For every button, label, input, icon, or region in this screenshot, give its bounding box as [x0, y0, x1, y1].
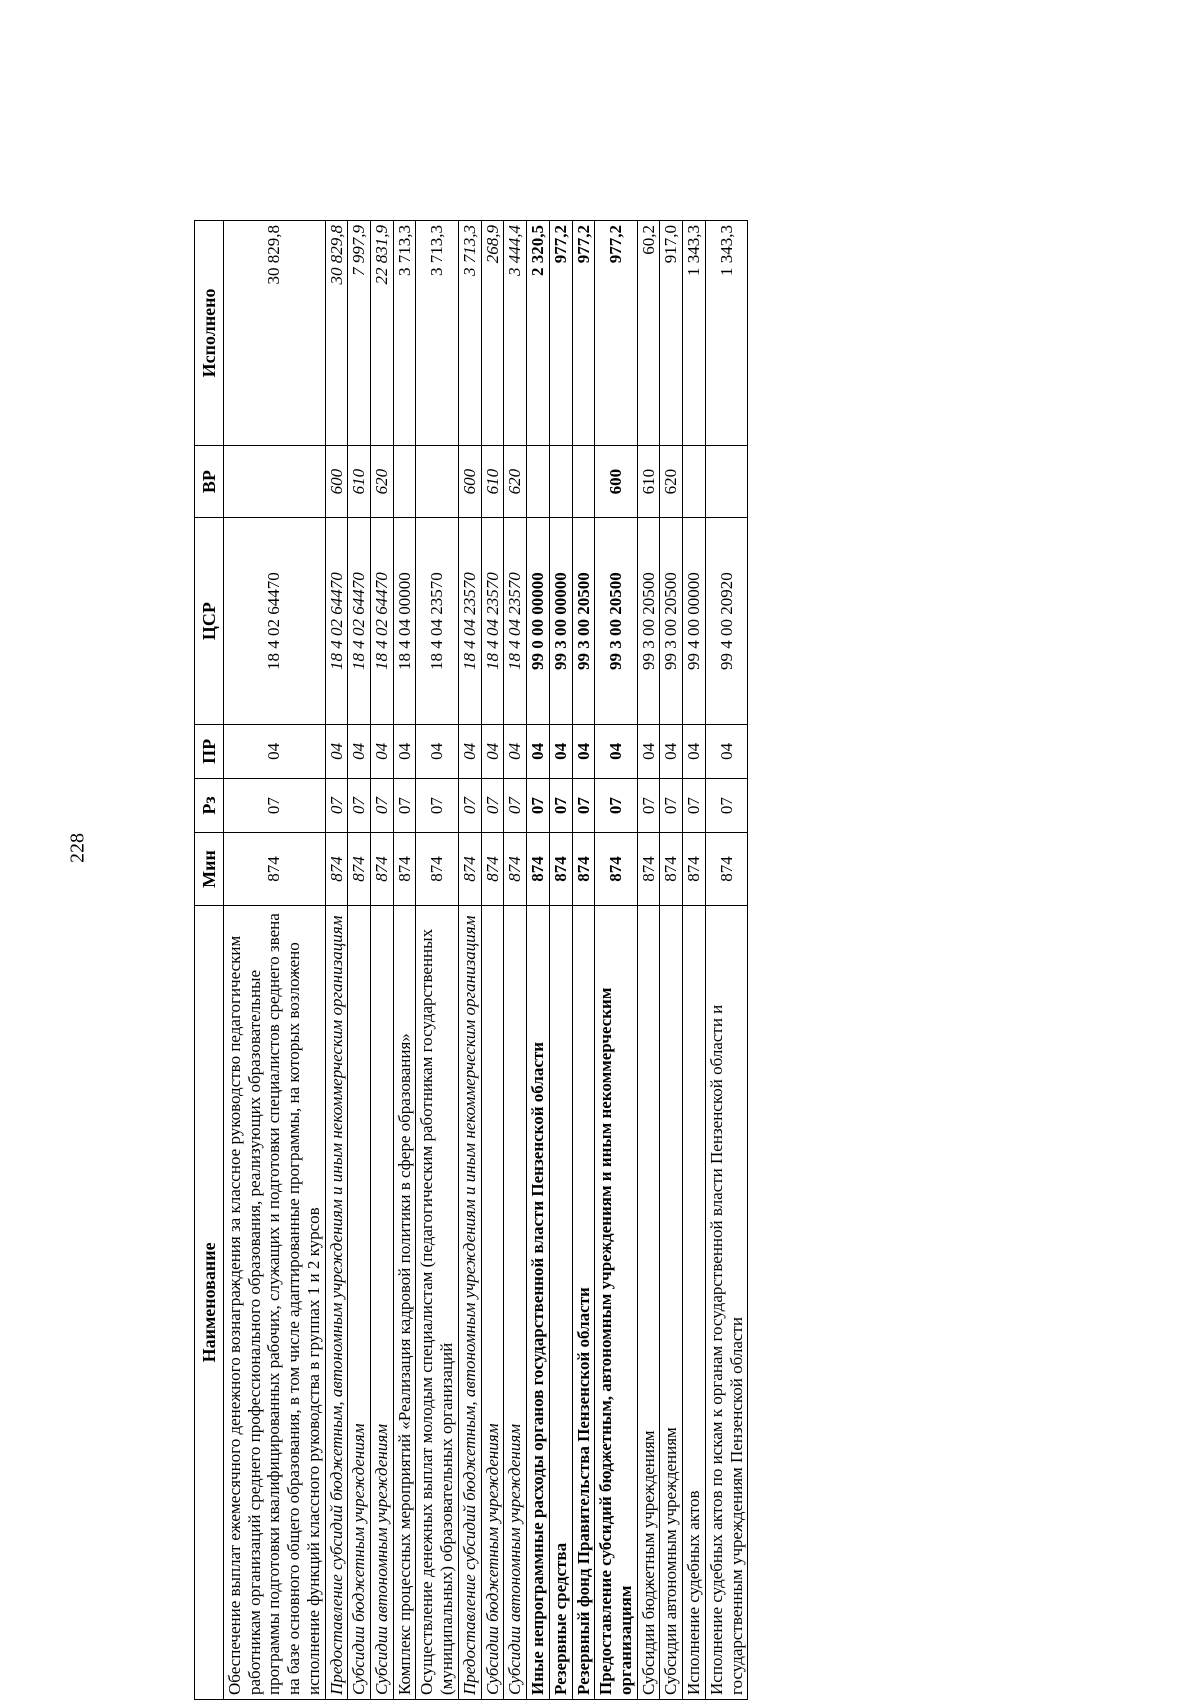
cell-done: 22 831,9 [371, 221, 394, 446]
cell-rz: 07 [660, 778, 683, 832]
cell-pr: 04 [527, 724, 550, 778]
cell-vr [705, 445, 747, 518]
rotated-table-container [194, 220, 1074, 1700]
cell-min: 874 [660, 833, 683, 906]
cell-done: 3 444,4 [504, 221, 527, 446]
cell-rz: 07 [371, 778, 394, 832]
cell-pr: 04 [595, 724, 637, 778]
cell-pr: 04 [393, 724, 416, 778]
cell-pr: 04 [660, 724, 683, 778]
cell-name: Исполнение судебных актов по искам к органам государственной власти Пензенской области и государственным учреждениям Пензенской области [705, 905, 747, 1699]
cell-rz: 07 [348, 778, 371, 832]
budget-table [194, 220, 748, 1700]
cell-done: 977,2 [595, 221, 637, 446]
cell-done: 60,2 [637, 221, 660, 446]
cell-vr: 610 [348, 445, 371, 518]
cell-vr [572, 445, 595, 518]
cell-rz: 07 [683, 778, 706, 832]
cell-name: Субсидии бюджетным учреждениям [481, 905, 504, 1699]
table-row [224, 221, 326, 1700]
cell-rz: 07 [705, 778, 747, 832]
cell-min: 874 [458, 833, 481, 906]
table-row [595, 221, 637, 1700]
cell-pr: 04 [458, 724, 481, 778]
cell-done: 30 829,8 [325, 221, 348, 446]
cell-csr: 18 4 04 23570 [458, 518, 481, 724]
cell-min: 874 [393, 833, 416, 906]
table-row [660, 221, 683, 1700]
cell-done: 977,2 [572, 221, 595, 446]
cell-min: 874 [572, 833, 595, 906]
cell-csr: 18 4 02 64470 [325, 518, 348, 724]
cell-min: 874 [549, 833, 572, 906]
cell-vr: 600 [595, 445, 637, 518]
header-vr: ВР [195, 445, 224, 518]
cell-min: 874 [595, 833, 637, 906]
cell-csr: 99 0 00 00000 [527, 518, 550, 724]
cell-pr: 04 [371, 724, 394, 778]
cell-rz: 07 [325, 778, 348, 832]
cell-name: Предоставление субсидий бюджетным, автономным учреждениям и иным некоммерческим организациям [595, 905, 637, 1699]
cell-done: 268,9 [481, 221, 504, 446]
cell-csr: 18 4 04 23570 [504, 518, 527, 724]
header-min: Мин [195, 833, 224, 906]
cell-rz: 07 [224, 778, 326, 832]
cell-csr: 99 3 00 20500 [637, 518, 660, 724]
cell-vr [527, 445, 550, 518]
cell-done: 7 997,9 [348, 221, 371, 446]
cell-done: 3 713,3 [458, 221, 481, 446]
cell-vr: 600 [325, 445, 348, 518]
table-row [637, 221, 660, 1700]
cell-name: Предоставление субсидий бюджетным, автономным учреждениям и иным некоммерческим организациям [458, 905, 481, 1699]
cell-pr: 04 [481, 724, 504, 778]
cell-pr: 04 [416, 724, 458, 778]
cell-min: 874 [416, 833, 458, 906]
cell-rz: 07 [572, 778, 595, 832]
cell-name: Обеспечение выплат ежемесячного денежного вознаграждения за классное руководство педагогическим работникам организаций среднего профессионального образования, реализующих образовательные программы подготовки квалифицированных рабочих, служащих и подготовки специалистов среднего звена на базе основного общего образования, в том числе адаптированные программы, на которых возложено исполнение функций классного руководства в группах 1 и 2 курсов [224, 905, 326, 1699]
cell-pr: 04 [683, 724, 706, 778]
cell-pr: 04 [705, 724, 747, 778]
cell-name: Субсидии автономным учреждениям [504, 905, 527, 1699]
header-name: Наименование [195, 905, 224, 1699]
cell-min: 874 [348, 833, 371, 906]
cell-min: 874 [637, 833, 660, 906]
table-row [325, 221, 348, 1700]
cell-csr: 99 3 00 20500 [595, 518, 637, 724]
cell-pr: 04 [504, 724, 527, 778]
cell-csr: 99 4 00 20920 [705, 518, 747, 724]
cell-csr: 99 3 00 00000 [549, 518, 572, 724]
table-row [481, 221, 504, 1700]
table-row [549, 221, 572, 1700]
cell-vr: 610 [637, 445, 660, 518]
cell-vr: 620 [504, 445, 527, 518]
cell-rz: 07 [458, 778, 481, 832]
table-row [458, 221, 481, 1700]
cell-rz: 07 [504, 778, 527, 832]
table-row [393, 221, 416, 1700]
cell-min: 874 [504, 833, 527, 906]
cell-name: Субсидии автономным учреждениям [371, 905, 394, 1699]
cell-rz: 07 [549, 778, 572, 832]
cell-pr: 04 [549, 724, 572, 778]
cell-min: 874 [224, 833, 326, 906]
cell-rz: 07 [637, 778, 660, 832]
cell-csr: 18 4 04 00000 [393, 518, 416, 724]
cell-pr: 04 [325, 724, 348, 778]
cell-name: Резервные средства [549, 905, 572, 1699]
cell-min: 874 [325, 833, 348, 906]
cell-vr: 600 [458, 445, 481, 518]
cell-vr: 620 [371, 445, 394, 518]
table-row [371, 221, 394, 1700]
table-row [527, 221, 550, 1700]
cell-name: Резервный фонд Правительства Пензенской области [572, 905, 595, 1699]
cell-csr: 99 3 00 20500 [572, 518, 595, 724]
table-body [224, 221, 748, 1700]
cell-done: 917,0 [660, 221, 683, 446]
table-header-row [195, 221, 224, 1700]
cell-min: 874 [527, 833, 550, 906]
cell-vr: 610 [481, 445, 504, 518]
cell-name: Субсидии автономным учреждениям [660, 905, 683, 1699]
cell-pr: 04 [224, 724, 326, 778]
cell-min: 874 [683, 833, 706, 906]
cell-name: Комплекс процессных мероприятий «Реализация кадровой политики в сфере образования» [393, 905, 416, 1699]
header-done: Исполнено [195, 221, 224, 446]
cell-name: Исполнение судебных актов [683, 905, 706, 1699]
cell-csr: 18 4 04 23570 [481, 518, 504, 724]
cell-name: Субсидии бюджетным учреждениям [637, 905, 660, 1699]
cell-rz: 07 [527, 778, 550, 832]
cell-pr: 04 [637, 724, 660, 778]
cell-csr: 18 4 04 23570 [416, 518, 458, 724]
cell-min: 874 [705, 833, 747, 906]
cell-vr: 620 [660, 445, 683, 518]
table-row [416, 221, 458, 1700]
cell-vr [549, 445, 572, 518]
cell-vr [683, 445, 706, 518]
cell-vr [224, 445, 326, 518]
cell-done: 977,2 [549, 221, 572, 446]
table-row [348, 221, 371, 1700]
cell-rz: 07 [481, 778, 504, 832]
cell-done: 3 713,3 [393, 221, 416, 446]
table-row [572, 221, 595, 1700]
cell-done: 30 829,8 [224, 221, 326, 446]
cell-pr: 04 [572, 724, 595, 778]
table-row [683, 221, 706, 1700]
cell-csr: 18 4 02 64470 [371, 518, 394, 724]
page-number: 228 [66, 833, 89, 863]
header-csr: ЦСР [195, 518, 224, 724]
cell-rz: 07 [416, 778, 458, 832]
cell-done: 1 343,3 [705, 221, 747, 446]
cell-name: Субсидии бюджетным учреждениям [348, 905, 371, 1699]
cell-vr [416, 445, 458, 518]
header-pr: ПР [195, 724, 224, 778]
cell-csr: 18 4 02 64470 [348, 518, 371, 724]
cell-pr: 04 [348, 724, 371, 778]
cell-csr: 99 3 00 20500 [660, 518, 683, 724]
cell-name: Предоставление субсидий бюджетным, автономным учреждениям и иным некоммерческим организациям [325, 905, 348, 1699]
header-rz: Рз [195, 778, 224, 832]
cell-min: 874 [481, 833, 504, 906]
cell-name: Иные непрограммные расходы органов государственной власти Пензенской области [527, 905, 550, 1699]
cell-csr: 99 4 00 00000 [683, 518, 706, 724]
cell-min: 874 [371, 833, 394, 906]
cell-csr: 18 4 02 64470 [224, 518, 326, 724]
table-row [705, 221, 747, 1700]
cell-done: 2 320,5 [527, 221, 550, 446]
cell-rz: 07 [393, 778, 416, 832]
cell-done: 3 713,3 [416, 221, 458, 446]
cell-done: 1 343,3 [683, 221, 706, 446]
cell-name: Осуществление денежных выплат молодым специалистам (педагогическим работникам государственных (муниципальных) образовательных организаций [416, 905, 458, 1699]
cell-vr [393, 445, 416, 518]
cell-rz: 07 [595, 778, 637, 832]
table-row [504, 221, 527, 1700]
